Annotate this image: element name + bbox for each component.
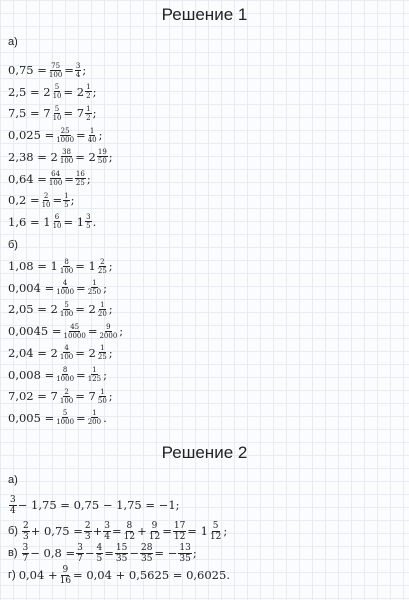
denominator: 10000	[63, 331, 86, 340]
equation-line	[8, 521, 227, 541]
numerator: 25	[60, 126, 70, 135]
numerator: 8	[64, 257, 69, 266]
fraction	[52, 105, 63, 122]
denominator: 100	[48, 70, 63, 79]
fraction	[75, 62, 81, 79]
numerator: 1	[92, 279, 97, 288]
fraction	[63, 192, 69, 209]
item-label: б)	[8, 525, 18, 537]
expression-text: =	[76, 280, 86, 295]
numerator: 8	[126, 520, 133, 531]
equation-line	[8, 190, 75, 210]
expression-text: 0,75 =	[8, 63, 47, 77]
expression-text: ;	[108, 149, 113, 164]
denominator: 25	[97, 353, 107, 362]
denominator: 25	[75, 179, 85, 187]
expression-text: = −	[154, 546, 178, 560]
expression-text: ;	[192, 546, 197, 560]
denominator: 10	[52, 222, 62, 231]
fraction	[48, 62, 63, 79]
numerator: 2	[64, 387, 69, 396]
denominator: 1000	[56, 288, 75, 297]
denominator: 10	[41, 200, 51, 209]
equation-line	[8, 60, 86, 80]
numerator: 1	[100, 300, 105, 309]
item-label: в)	[8, 547, 18, 559]
expression-text: 2,04 = 2	[8, 345, 58, 360]
expression-text: =	[162, 524, 172, 538]
part-a-label: а)	[8, 36, 18, 48]
denominator: 10	[52, 113, 62, 122]
fraction	[55, 409, 75, 426]
fraction	[75, 170, 86, 187]
fraction	[55, 366, 75, 383]
expression-text: = 2	[75, 149, 96, 164]
part-b-label: б)	[8, 239, 18, 251]
fraction	[52, 83, 63, 100]
expression-text: ;	[92, 84, 97, 99]
expression-text: ;	[108, 302, 113, 317]
expression-text: ;	[119, 324, 124, 339]
fraction	[148, 521, 161, 542]
fraction	[85, 213, 91, 230]
denominator: 4	[75, 70, 81, 79]
expression-text: .	[103, 410, 107, 425]
expression-text: = 2	[75, 345, 96, 360]
equation-line	[8, 343, 113, 363]
numerator: 2	[100, 257, 105, 266]
numerator: 2	[43, 191, 49, 200]
equation-line	[8, 408, 107, 428]
expression-text: = 2	[63, 84, 85, 99]
expression-text: 0,2 =	[8, 193, 40, 208]
equation-line	[8, 103, 96, 123]
equation-line	[8, 256, 113, 276]
expression-text: =	[76, 128, 86, 143]
denominator: 200	[87, 418, 102, 427]
denominator: 50	[97, 157, 107, 166]
expression-text: +	[92, 524, 103, 538]
expression-text: ;	[223, 524, 228, 538]
fraction	[97, 148, 108, 165]
fraction	[98, 323, 118, 340]
expression-text: = 7	[63, 106, 85, 121]
expression-text: −	[84, 546, 95, 560]
numerator: 1	[100, 344, 105, 353]
expression-text: = 0,04 + 0,5625 = 0,6025.	[73, 568, 230, 582]
fraction	[41, 192, 52, 209]
expression-text: 0,005 =	[8, 410, 55, 425]
expression-text: 0,004 =	[8, 280, 55, 295]
denominator: 35	[179, 553, 191, 564]
fraction	[59, 301, 74, 318]
numerator: 1	[92, 409, 97, 418]
expression-text: = 1	[63, 214, 85, 229]
equation-line	[8, 321, 123, 341]
denominator: 7	[22, 553, 29, 564]
expression-text: − 0,8 =	[30, 546, 76, 560]
expression-text: ;	[103, 367, 107, 382]
numerator: 3	[22, 542, 29, 553]
fraction	[87, 127, 98, 144]
fraction	[85, 83, 91, 100]
fraction	[9, 495, 17, 516]
denominator: 35	[140, 553, 153, 564]
denominator: 100	[59, 396, 74, 405]
expression-text: 7,5 = 7	[8, 106, 51, 121]
denominator: 25	[97, 266, 107, 275]
numerator: 3	[77, 542, 83, 553]
numerator: 5	[64, 300, 69, 309]
equation-line	[8, 125, 102, 145]
numerator: 1	[86, 104, 91, 113]
numerator: 13	[179, 542, 191, 553]
equation-line	[8, 565, 230, 585]
denominator: 12	[148, 531, 161, 542]
expression-text: 1,6 = 1	[8, 214, 51, 229]
expression-text: ;	[92, 106, 97, 121]
denominator: 20	[97, 309, 107, 318]
expression-text: =	[64, 171, 74, 186]
numerator: 1	[89, 126, 95, 135]
solution2-title: Решение 2	[161, 443, 248, 462]
fraction	[48, 170, 63, 187]
numerator: 17	[173, 520, 186, 531]
expression-text: ;	[108, 389, 113, 404]
fraction	[103, 521, 111, 542]
numerator: 3	[86, 213, 91, 222]
numerator: 5	[54, 104, 60, 113]
fraction	[97, 344, 108, 361]
numerator: 1	[64, 191, 69, 200]
expression-text: +	[137, 524, 147, 538]
denominator: 250	[87, 288, 102, 297]
fraction	[115, 543, 128, 564]
denominator: 12	[123, 531, 136, 542]
fraction	[97, 258, 108, 275]
expression-text: 0,64 =	[8, 171, 47, 186]
fraction	[55, 127, 75, 144]
numerator: 1	[100, 387, 105, 396]
denominator: 100	[59, 309, 74, 318]
fraction	[59, 148, 74, 165]
expression-text: = 1	[75, 259, 96, 273]
expression-text: − 1,75 = 0,75 − 1,75 = −1;	[17, 498, 180, 512]
denominator: 50	[97, 396, 107, 405]
numerator: 4	[96, 542, 103, 553]
solution1-title: Решение 1	[161, 5, 248, 24]
denominator: 5	[96, 553, 103, 564]
fraction	[59, 388, 74, 405]
expression-text: ;	[70, 193, 75, 208]
denominator: 3	[84, 531, 91, 542]
denominator: 100	[59, 353, 74, 362]
denominator: 3	[22, 531, 29, 542]
expression-text: ;	[108, 345, 113, 360]
denominator: 100	[48, 179, 63, 187]
expression-text: −	[129, 546, 139, 560]
numerator: 45	[70, 322, 80, 331]
fraction	[87, 279, 102, 296]
equation-line	[8, 169, 91, 189]
equation-line	[8, 82, 96, 102]
numerator: 38	[62, 148, 72, 157]
numerator: 6	[54, 213, 60, 222]
expression-text: =	[104, 546, 114, 560]
denominator: 2	[86, 92, 91, 101]
denominator: 4	[104, 531, 111, 542]
item-label: г)	[8, 569, 16, 581]
expression-text: 0,0045 =	[8, 324, 62, 339]
equation-line	[8, 543, 197, 563]
numerator: 9	[62, 564, 69, 575]
fraction	[173, 521, 186, 542]
numerator: 1	[86, 83, 91, 92]
denominator: 125	[87, 375, 102, 383]
denominator: 12	[209, 531, 222, 542]
denominator: 7	[77, 553, 83, 564]
denominator: 5	[64, 200, 69, 209]
fraction	[178, 543, 191, 564]
fraction	[87, 366, 102, 383]
numerator: 28	[140, 542, 153, 553]
expression-text: = 7	[75, 389, 96, 404]
equation-line	[8, 212, 96, 232]
expression-text: = 1	[187, 524, 208, 538]
denominator: 16	[59, 575, 72, 586]
solution2-part-a-label: а)	[8, 474, 18, 486]
equation-line	[8, 147, 113, 167]
denominator: 4	[10, 505, 16, 516]
fraction	[52, 213, 63, 230]
expression-text: = 2	[75, 302, 96, 317]
numerator: 15	[115, 542, 128, 553]
fraction	[87, 409, 102, 426]
fraction	[55, 279, 75, 296]
fraction	[85, 105, 91, 122]
fraction	[97, 301, 108, 318]
numerator: 9	[106, 322, 111, 331]
denominator: 1000	[56, 135, 75, 144]
fraction	[76, 543, 84, 564]
denominator: 2	[86, 113, 91, 122]
numerator: 3	[75, 61, 81, 70]
expression-text: ;	[108, 259, 113, 273]
denominator: 100	[59, 266, 74, 275]
fraction	[59, 565, 72, 586]
fraction	[123, 521, 136, 542]
fraction	[97, 388, 108, 405]
equation-line	[8, 278, 107, 298]
denominator: 1000	[56, 418, 75, 427]
fraction	[63, 323, 87, 340]
numerator: 64	[51, 170, 61, 178]
numerator: 9	[151, 520, 158, 531]
fraction	[84, 521, 92, 542]
fraction	[59, 344, 74, 361]
expression-text: 2,38 = 2	[8, 149, 58, 164]
expression-text: 0,025 =	[8, 128, 55, 143]
fraction	[22, 521, 30, 542]
numerator: 2	[84, 520, 91, 531]
expression-text: =	[64, 63, 74, 77]
expression-text: 1,08 = 1	[8, 259, 58, 273]
fraction	[59, 258, 74, 275]
numerator: 5	[62, 409, 68, 418]
denominator: 2000	[99, 331, 118, 340]
numerator: 3	[104, 520, 111, 531]
numerator: 4	[64, 344, 69, 353]
numerator: 16	[75, 170, 85, 178]
numerator: 5	[212, 520, 219, 531]
expression-text: ;	[103, 280, 107, 295]
expression-text: =	[76, 410, 86, 425]
numerator: 5	[54, 83, 60, 92]
numerator: 4	[62, 279, 68, 288]
equation-line	[8, 365, 107, 385]
denominator: 40	[87, 135, 97, 144]
numerator: 3	[10, 494, 16, 505]
expression-text: =	[112, 524, 122, 538]
denominator: 35	[115, 553, 128, 564]
numerator: 75	[51, 61, 61, 70]
numerator: 8	[62, 366, 68, 374]
denominator: 10	[52, 92, 62, 101]
expression-text: =	[87, 324, 98, 339]
equation-line	[8, 386, 113, 406]
expression-text: ;	[98, 128, 103, 143]
denominator: 100	[59, 157, 74, 166]
numerator: 2	[22, 520, 29, 531]
expression-text: + 0,75 =	[30, 524, 83, 538]
denominator: 1000	[56, 375, 75, 383]
equation-line	[8, 299, 113, 319]
expression-text: 2,5 = 2	[8, 84, 51, 99]
fraction	[209, 521, 222, 542]
numerator: 1	[92, 366, 97, 374]
expression-text: .	[92, 214, 97, 229]
expression-text: 7,02 = 7	[8, 389, 58, 404]
fraction	[140, 543, 153, 564]
expression-text: ;	[82, 63, 87, 77]
expression-text: 0,04 +	[18, 568, 58, 582]
denominator: 5	[86, 222, 91, 231]
equation-line	[8, 495, 180, 515]
fraction	[96, 543, 104, 564]
fraction	[22, 543, 30, 564]
expression-text: 2,05 = 2	[8, 302, 58, 317]
expression-text: 0,008 =	[8, 367, 55, 382]
numerator: 19	[97, 148, 107, 157]
expression-text: =	[52, 193, 63, 208]
expression-text: =	[76, 367, 86, 382]
expression-text: ;	[86, 171, 91, 186]
denominator: 12	[173, 531, 186, 542]
